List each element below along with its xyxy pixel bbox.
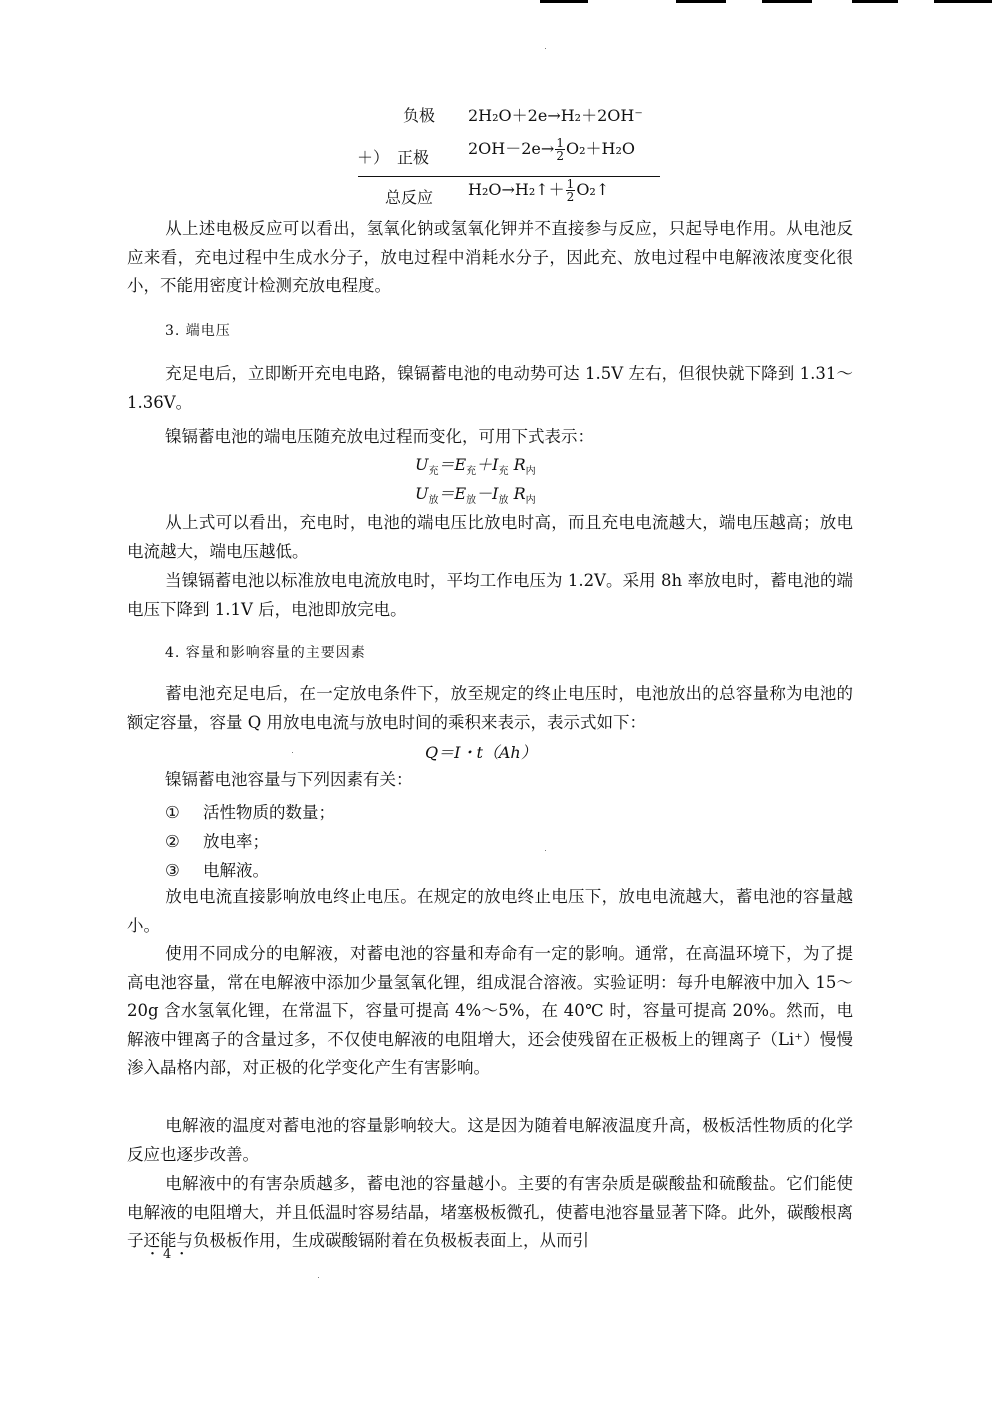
negative-equation: 2H₂O＋2e→H₂＋2OH⁻ xyxy=(468,106,643,125)
paragraph: 蓄电池充足电后，在一定放电条件下，放至规定的终止电压时，电池放出的总容量称为电池的额定容量，容量 Q 用放电电流与放电时间的乘积来表示，表示式如下： xyxy=(127,684,853,732)
total-equation: H₂O→H₂↑＋ $\frac{1}{2}$ O₂↑ xyxy=(468,177,610,204)
top-border-line xyxy=(852,0,898,3)
top-border-line xyxy=(540,0,588,3)
paragraph: 电解液中的有害杂质越多，蓄电池的容量越小。主要的有害杂质是碳酸盐和硫酸盐。它们能使电解液的电阻增大，并且低温时容易结晶，堵塞极板微孔，使蓄电池容量显著下降。此外，碳酸根离子还能与负极板作用，生成碳酸镉附着在负极板表面上，从而引 xyxy=(127,1174,853,1250)
positive-label: ＋） 正极 xyxy=(357,148,430,167)
fraction-half: $\frac{1}{2}$ xyxy=(556,136,564,163)
paragraph: 放电电流直接影响放电终止电压。在规定的放电终止电压下，放电电流越大，蓄电池的容量越小。 xyxy=(127,887,853,935)
paragraph: 当镍镉蓄电池以标准放电电流放电时，平均工作电压为 1.2V。采用 8h 率放电时，蓄电池的端电压下降到 1.1V 后，电池即放完电。 xyxy=(127,571,853,619)
fraction-half: $\frac{1}{2}$ xyxy=(566,177,575,204)
reaction-sum-rule xyxy=(358,176,660,177)
total-label: 总反应 xyxy=(385,188,434,207)
section-heading-3: 3. 端电压 xyxy=(165,323,231,339)
scan-speck xyxy=(292,752,293,753)
formula-charge-voltage: $U_充=E_充+I_充$ $R_内$ xyxy=(415,455,536,478)
paragraph: 使用不同成分的电解液，对蓄电池的容量和寿命有一定的影响。通常，在高温环境下，为了提高电池容量，常在电解液中添加少量氢氧化锂，组成混合溶液。实验证明：每升电解液中加入 15～20g 含水氢氧化锂，在常温下，容量可提高 4%～5%，在 40℃ 时，容量可提高 20%。然而，电解液中锂离子的含量过多，不仅使电解液的电阻增大，还会使残留在正极板上的锂离子（Li⁺）慢慢渗入晶格内部，对正极的化学变化产生有害影响。 xyxy=(127,944,853,1077)
list-item: ② 放电率； xyxy=(165,832,269,851)
top-border-line xyxy=(676,0,726,3)
positive-equation: 2OH－2e→ $\frac{1}{2}$ O₂＋H₂O xyxy=(468,136,635,163)
formula-capacity: Q＝I・t（Ah） xyxy=(425,743,537,762)
negative-label: 负极 xyxy=(403,106,436,125)
paragraph: 充足电后，立即断开充电电路，镍镉蓄电池的电动势可达 1.5V 左右，但很快就下降到 1.31～1.36V。 xyxy=(127,364,853,412)
paragraph: 从上述电极反应可以看出，氢氧化钠或氢氧化钾并不直接参与反应，只起导电作用。从电池反应来看，充电过程中生成水分子，放电过程中消耗水分子，因此充、放电过程中电解液浓度变化很小，不能用密度计检测充放电程度。 xyxy=(127,219,853,295)
list-item: ③ 电解液。 xyxy=(165,861,269,880)
section-heading-4: 4. 容量和影响容量的主要因素 xyxy=(165,645,366,661)
scan-speck xyxy=(545,850,546,851)
formula-discharge-voltage: $U_放=E_放-I_放$ $R_内$ xyxy=(415,484,536,507)
top-border-line xyxy=(762,0,812,3)
scan-speck xyxy=(318,1277,319,1278)
list-item: ① 活性物质的数量； xyxy=(165,803,335,822)
paragraph: 镍镉蓄电池容量与下列因素有关： xyxy=(165,770,413,789)
paragraph: 从上式可以看出，充电时，电池的端电压比放电时高，而且充电电流越大，端电压越高；放电电流越大，端电压越低。 xyxy=(127,513,853,561)
scan-speck xyxy=(545,48,546,49)
page-number: ・4・ xyxy=(146,1247,193,1262)
paragraph: 电解液的温度对蓄电池的容量影响较大。这是因为随着电解液温度升高，极板活性物质的化学反应也逐步改善。 xyxy=(127,1116,853,1164)
top-border-line xyxy=(934,0,992,3)
paragraph: 镍镉蓄电池的端电压随充放电过程而变化，可用下式表示： xyxy=(165,427,594,446)
